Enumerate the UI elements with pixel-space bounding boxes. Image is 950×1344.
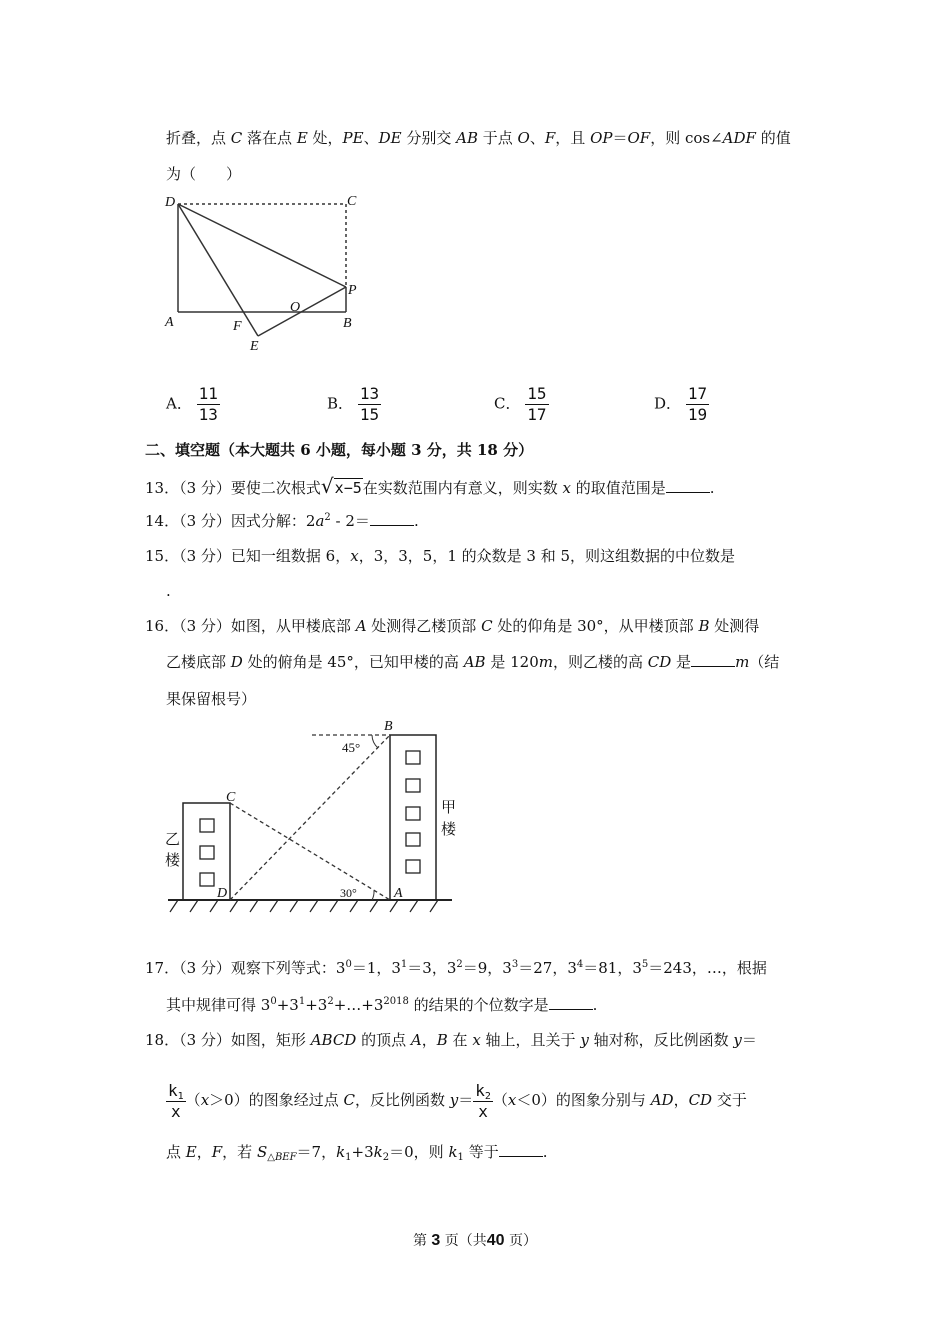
label-f: F	[233, 319, 242, 334]
q12-figure	[160, 190, 370, 355]
question-18-line2: $\frac{k_1}{x}$ （x＞0）的图象经过点 C，反比例函数 y＝ $\frac{k_2}{x}$ （x＜0）的图象分别与 AD，CD 交于	[168, 1080, 747, 1121]
option-a[interactable]	[166, 384, 220, 425]
label-angle-45: 45°	[342, 740, 361, 755]
page-number: 3	[431, 1232, 441, 1249]
q12-text-line2: 为（ ）	[166, 165, 242, 183]
label-o: O	[290, 300, 301, 315]
option-a-letter: A．	[166, 394, 192, 413]
label-a: A	[394, 886, 403, 901]
option-d[interactable]	[654, 384, 709, 425]
building-jia	[390, 735, 436, 900]
label-e: E	[250, 339, 259, 354]
q12-text-line1: 折叠，点 C 落在点 E 处，PE、DE 分别交 AB 于点 O、F，且 OP＝OF，则 cos∠ADF 的值	[166, 129, 791, 147]
section-title: 二、填空题（本大题共 6 小题，每小题 3 分，共 18 分）	[145, 441, 534, 459]
option-c[interactable]	[494, 384, 549, 425]
answer-blank-16[interactable]	[691, 652, 735, 667]
ground-hatching	[170, 900, 438, 912]
q16-figure	[160, 715, 460, 915]
option-c-fraction: $\frac{15}{17}$	[527, 384, 547, 424]
option-b-letter: B．	[327, 394, 354, 413]
page-total: 40	[486, 1232, 505, 1249]
option-d-fraction: $\frac{17}{19}$	[687, 384, 708, 424]
option-c-letter: C．	[494, 394, 521, 413]
option-b-fraction: $\frac{13}{15}$	[359, 384, 380, 424]
answer-blank-17[interactable]	[549, 995, 593, 1010]
label-c: C	[347, 194, 357, 209]
question-18: 18．（3 分）如图，矩形 ABCD 的顶点 A，B 在 x 轴上，且关于 y 轴对称，反比例函数 y＝	[145, 1031, 757, 1049]
label-lou-2: 楼	[165, 853, 181, 869]
question-16-line3: 果保留根号）	[166, 690, 257, 708]
question-17-line2: 其中规律可得 $3^0+3^1+3^2+\dots+3^{2018}$ 的结果的个位数字是 .	[166, 996, 598, 1014]
label-d: D	[165, 195, 176, 210]
label-b: B	[343, 316, 352, 331]
answer-blank-13[interactable]	[666, 478, 710, 493]
label-lou: 楼	[441, 822, 457, 838]
label-d: D	[217, 886, 228, 901]
fraction-k2-x: $\frac{k_2}{x}$	[475, 1080, 491, 1121]
radicand: x−5	[334, 479, 362, 497]
label-yi: 乙	[165, 832, 181, 848]
question-15: 15．（3 分）已知一组数据 6，x，3，3，5，1 的众数是 3 和 5，则这组数据的中位数是	[145, 547, 736, 565]
option-a-fraction: $\frac{11}{13}$	[198, 384, 218, 424]
label-b: B	[384, 719, 393, 734]
fraction-k1-x: $\frac{k_1}{x}$	[168, 1080, 184, 1121]
label-p: P	[348, 283, 357, 298]
answer-blank-18[interactable]	[499, 1142, 543, 1157]
question-13: 13．（3 分）要使二次根式√x−5在实数范围内有意义，则实数 x 的取值范围是 .	[145, 474, 715, 498]
question-14: 14．（3 分）因式分解：$2a^2 - 2=$ .	[145, 512, 419, 530]
question-16: 16．（3 分）如图，从甲楼底部 A 处测得乙楼顶部 C 处的仰角是 30°，从甲楼顶部 B 处测得	[145, 617, 760, 635]
question-17: 17．（3 分）观察下列等式：$3^0=1$，$3^1=3$，$3^2=9$，$3^3=27$，$3^4=81$，$3^5=243$，…，根据	[145, 959, 767, 977]
question-15-line2: .	[166, 582, 171, 600]
label-c: C	[226, 790, 236, 805]
page-footer: 第 3 页（共40 页）	[412, 1232, 538, 1249]
label-a: A	[165, 315, 174, 330]
option-b[interactable]	[327, 384, 381, 425]
question-16-line2: 乙楼底部 D 处的俯角是 45°，已知甲楼的高 AB 是 120m，则乙楼的高 CD 是 m（结	[166, 653, 780, 671]
label-jia: 甲	[441, 800, 457, 816]
label-angle-30: 30°	[340, 886, 357, 900]
answer-blank-14[interactable]	[370, 511, 414, 526]
option-d-letter: D．	[654, 394, 682, 413]
question-18-line3: 点 E，F，若 $S_{\triangle BEF}=7$，$k_1+3k_2=0$，则 $k_1$ 等于 .	[166, 1143, 548, 1163]
